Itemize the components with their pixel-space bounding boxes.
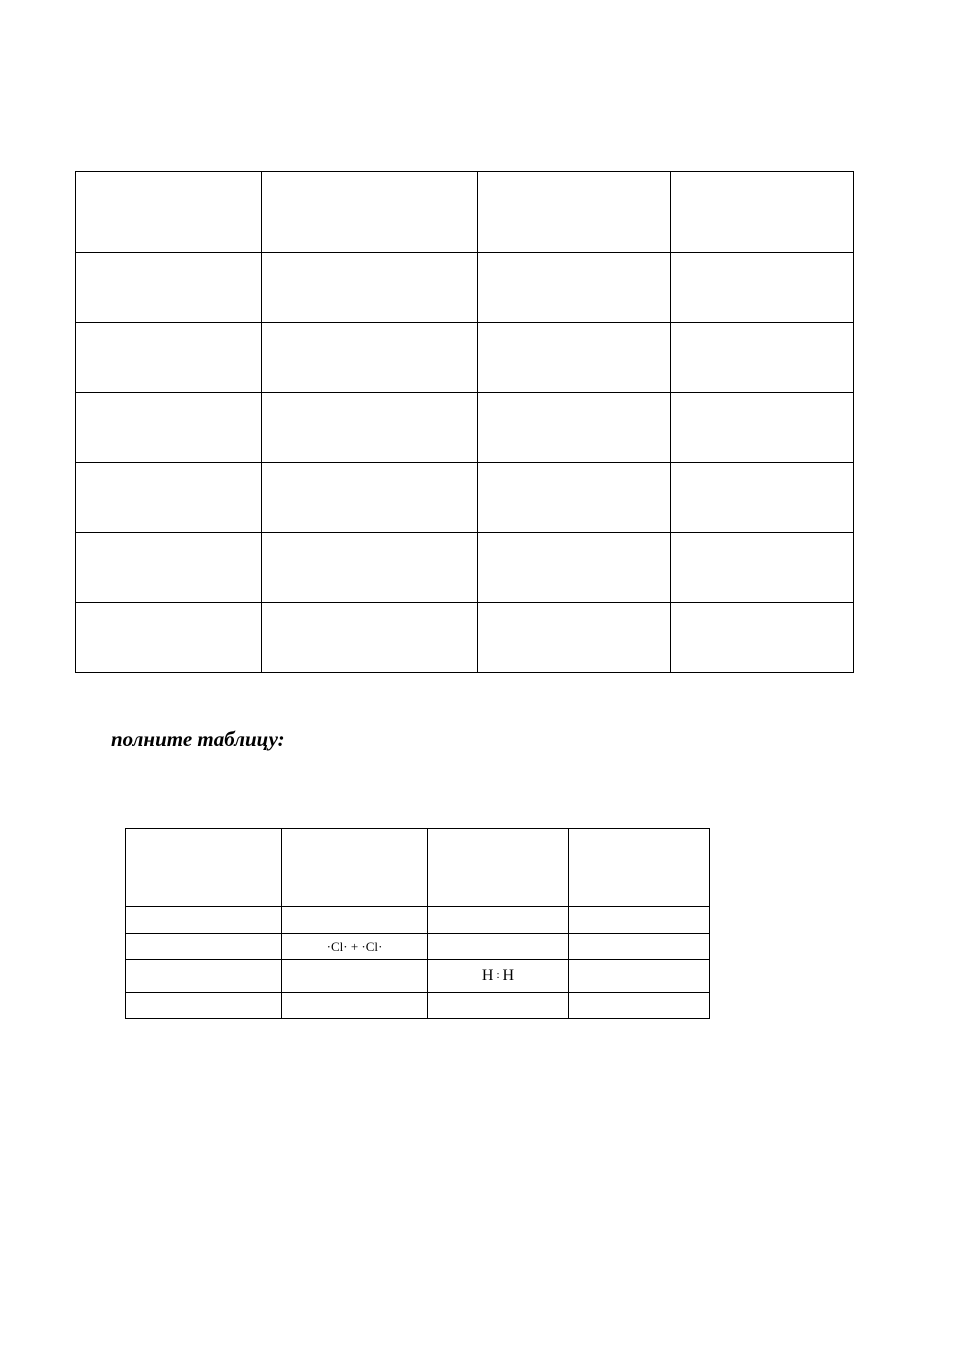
table-cell: [76, 463, 262, 533]
table-cell: [569, 907, 710, 934]
table-cell: [569, 934, 710, 960]
table-cell: [76, 323, 262, 393]
table-cell: [76, 253, 262, 323]
table-row: [76, 463, 854, 533]
table-cell: [126, 829, 282, 907]
chlorine-formula-cell: [282, 934, 428, 960]
table-cell: [126, 993, 282, 1019]
table-row: [76, 172, 854, 253]
table-cell: [282, 993, 428, 1019]
table-cell: [76, 533, 262, 603]
table-cell: [671, 393, 854, 463]
plus-sign: +: [350, 938, 359, 954]
table-1: [75, 171, 854, 673]
instruction-text: полните таблицу:: [111, 727, 285, 751]
table-cell: [671, 323, 854, 393]
shared-electron-pair: :: [496, 968, 500, 981]
table-cell: [282, 907, 428, 934]
table-cell: [76, 393, 262, 463]
table-row: [126, 960, 710, 993]
table-cell: [428, 829, 569, 907]
hydrogen-formula-cell: [428, 960, 569, 993]
table-cell: [126, 907, 282, 934]
table-cell: [569, 829, 710, 907]
lone-pair-dot: ·: [326, 938, 331, 954]
table-cell: [76, 172, 262, 253]
chlorine-reaction-formula: [323, 939, 387, 954]
table-cell: [126, 934, 282, 960]
hydrogen-atom-right: H: [502, 966, 515, 984]
unpaired-electron-dot: ·: [343, 938, 348, 954]
table-cell: [478, 533, 671, 603]
table-cell: [428, 907, 569, 934]
table-cell: [126, 960, 282, 993]
table-cell: [282, 960, 428, 993]
table-row: [76, 253, 854, 323]
table-cell: [478, 603, 671, 673]
table-cell: [262, 323, 478, 393]
table-cell: [671, 603, 854, 673]
table-cell: [478, 323, 671, 393]
table-row: [126, 907, 710, 934]
table-cell: [262, 463, 478, 533]
table-cell: [428, 934, 569, 960]
table-row: [126, 993, 710, 1019]
table-cell: [262, 172, 478, 253]
table-cell: [262, 393, 478, 463]
hydrogen-atom-left: H: [481, 966, 494, 984]
table-row: [126, 829, 710, 907]
table-cell: [282, 829, 428, 907]
unpaired-electron-dot: ·: [361, 938, 366, 954]
chlorine-formula-wrap: [323, 939, 387, 955]
table-cell: [569, 960, 710, 993]
table-2: [125, 828, 710, 1019]
table-cell: [428, 993, 569, 1019]
table-cell: [569, 993, 710, 1019]
table-row: [76, 393, 854, 463]
table-cell: [478, 172, 671, 253]
hydrogen-formula: [482, 967, 514, 984]
table-cell: [671, 172, 854, 253]
table-cell: [478, 463, 671, 533]
lone-pair-dot: ·: [378, 938, 383, 954]
table-cell: [671, 253, 854, 323]
table-row: [76, 323, 854, 393]
chlorine-atom-left: Cl: [330, 938, 344, 954]
table-row: [126, 934, 710, 960]
table-cell: [671, 533, 854, 603]
chlorine-atom-right: Cl: [365, 938, 379, 954]
table-cell: [262, 253, 478, 323]
table-cell: [478, 253, 671, 323]
table-cell: [478, 393, 671, 463]
table-cell: [76, 603, 262, 673]
table-cell: [262, 533, 478, 603]
table-row: [76, 603, 854, 673]
table-cell: [262, 603, 478, 673]
table-row: [76, 533, 854, 603]
table-cell: [671, 463, 854, 533]
